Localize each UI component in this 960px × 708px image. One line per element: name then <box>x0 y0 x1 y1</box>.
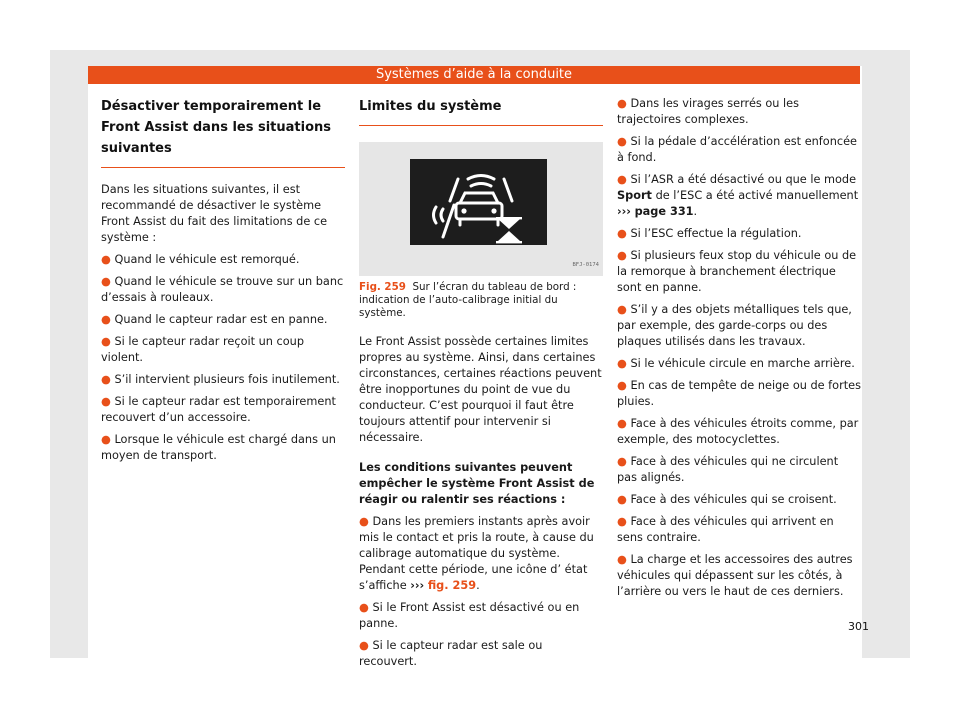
list-item: ● Si le capteur radar reçoit un coup violent. <box>101 335 305 364</box>
bullet-icon: ● <box>617 553 627 566</box>
bullet-icon: ● <box>101 275 111 288</box>
bullet-icon: ● <box>359 515 369 528</box>
section-heading-deactivate: Désactiver temporairement le Front Assist dans les situations suivantes <box>101 99 332 156</box>
list-item: ● Quand le capteur radar est en panne. <box>101 313 328 326</box>
bullet-icon: ● <box>359 639 369 652</box>
intro-paragraph: Dans les situations suivantes, il est recommandé de désactiver le système Front Assist du fait des limitations de ce système : <box>101 183 328 244</box>
list-item: ● Face à des véhicules étroits comme, par exemple, des motocyclettes. <box>617 417 859 446</box>
bullet-icon: ● <box>101 313 111 326</box>
list-item: ● Dans les virages serrés ou les trajectoires complexes. <box>617 97 800 126</box>
conditions-heading: Les conditions suivantes peuvent empêcher le système Front Assist de réagir ou ralentir ses réactions : <box>359 461 595 506</box>
heading-rule <box>359 125 603 126</box>
bullet-icon: ● <box>617 135 627 148</box>
list-item: ● Si le Front Assist est désactivé ou en panne. <box>359 601 580 630</box>
page-link[interactable]: page 331 <box>634 205 694 218</box>
list-item: ● Face à des véhicules qui ne circulent pas alignés. <box>617 455 839 484</box>
bullet-icon: ● <box>617 249 627 262</box>
bullet-icon: ● <box>617 97 627 110</box>
bullet-icon: ● <box>101 395 111 408</box>
bullet-icon: ● <box>617 357 627 370</box>
bullet-icon: ● <box>101 373 111 386</box>
cross-reference-arrow: ››› <box>617 205 631 218</box>
heading-rule <box>101 167 345 168</box>
list-item: ● Si l’ESC effectue la régulation. <box>617 227 802 240</box>
chapter-header: Systèmes d’aide à la conduite <box>88 66 860 84</box>
dashboard-screen <box>410 159 547 245</box>
figure-caption: Fig. 259 Sur l’écran du tableau de bord : indication de l’auto-calibrage initial du système. <box>359 281 577 319</box>
figure-link[interactable]: fig. 259 <box>427 579 477 592</box>
column-right <box>617 96 861 600</box>
figure-id: BFJ-0174 <box>572 262 599 268</box>
list-item: ● Si plusieurs feux stop du véhicule ou de la remorque à branchement électrique sont en panne. <box>617 249 857 294</box>
bullet-icon: ● <box>617 379 627 392</box>
column-left <box>101 96 345 464</box>
column-middle <box>359 96 603 670</box>
list-item: ● S’il intervient plusieurs fois inutilement. <box>101 373 340 386</box>
list-item: ● Face à des véhicules qui arrivent en sens contraire. <box>617 515 834 544</box>
bullet-icon: ● <box>617 515 627 528</box>
figure-259 <box>359 142 603 276</box>
list-item: ● Face à des véhicules qui se croisent. <box>617 493 837 506</box>
bullet-icon: ● <box>617 173 627 186</box>
list-item: ● Si la pédale d’accélération est enfoncée à fond. <box>617 135 857 164</box>
bullet-icon: ● <box>359 601 369 614</box>
list-item: ● Si le capteur radar est sale ou recouvert. <box>359 639 543 668</box>
list-item: ● Si l’ASR a été désactivé ou que le mode Sport de l’ESC a été activé manuellement ››› page 331. <box>617 173 859 218</box>
figure-label: Fig. 259 <box>359 281 406 293</box>
bullet-icon: ● <box>101 433 111 446</box>
bullet-icon: ● <box>617 303 627 316</box>
list-item: ● Dans les premiers instants après avoir mis le contact et pris la route, à cause du calibrage automatique du système. Pendant cette période, une icône d’ état s’affiche ››› fig. 259. <box>359 515 594 592</box>
front-assist-calibration-icon <box>410 159 547 245</box>
section-heading-limits: Limites du système <box>359 99 502 114</box>
list-item: ● Lorsque le véhicule est chargé dans un moyen de transport. <box>101 433 336 462</box>
bullet-icon: ● <box>617 417 627 430</box>
bullet-icon: ● <box>101 253 111 266</box>
list-item: ● S’il y a des objets métalliques tels que, par exemple, des garde-corps ou des plaques utilisés dans les travaux. <box>617 303 852 348</box>
bullet-icon: ● <box>101 335 111 348</box>
bullet-icon: ● <box>617 455 627 468</box>
list-item: ● En cas de tempête de neige ou de fortes pluies. <box>617 379 861 408</box>
bullet-icon: ● <box>617 493 627 506</box>
list-item: ● La charge et les accessoires des autres véhicules qui dépassent sur les côtés, à l’arrière ou vers le haut de ces derniers. <box>617 553 853 598</box>
list-item: ● Si le capteur radar est temporairement recouvert d’un accessoire. <box>101 395 336 424</box>
list-item: ● Quand le véhicule se trouve sur un banc d’essais à rouleaux. <box>101 275 344 304</box>
bullet-icon: ● <box>617 227 627 240</box>
page-number: 301 <box>848 620 869 633</box>
list-item: ● Quand le véhicule est remorqué. <box>101 253 300 266</box>
cross-reference-arrow: ››› <box>410 579 425 592</box>
limits-paragraph: Le Front Assist possède certaines limites propres au système. Ainsi, dans certaines circonstances, certaines réactions peuvent être inopportunes du point de vue du conducteur. C’est pourquoi il faut être toujours attentif pour intervenir si nécessaire. <box>359 335 602 444</box>
list-item: ● Si le véhicule circule en marche arrière. <box>617 357 855 370</box>
